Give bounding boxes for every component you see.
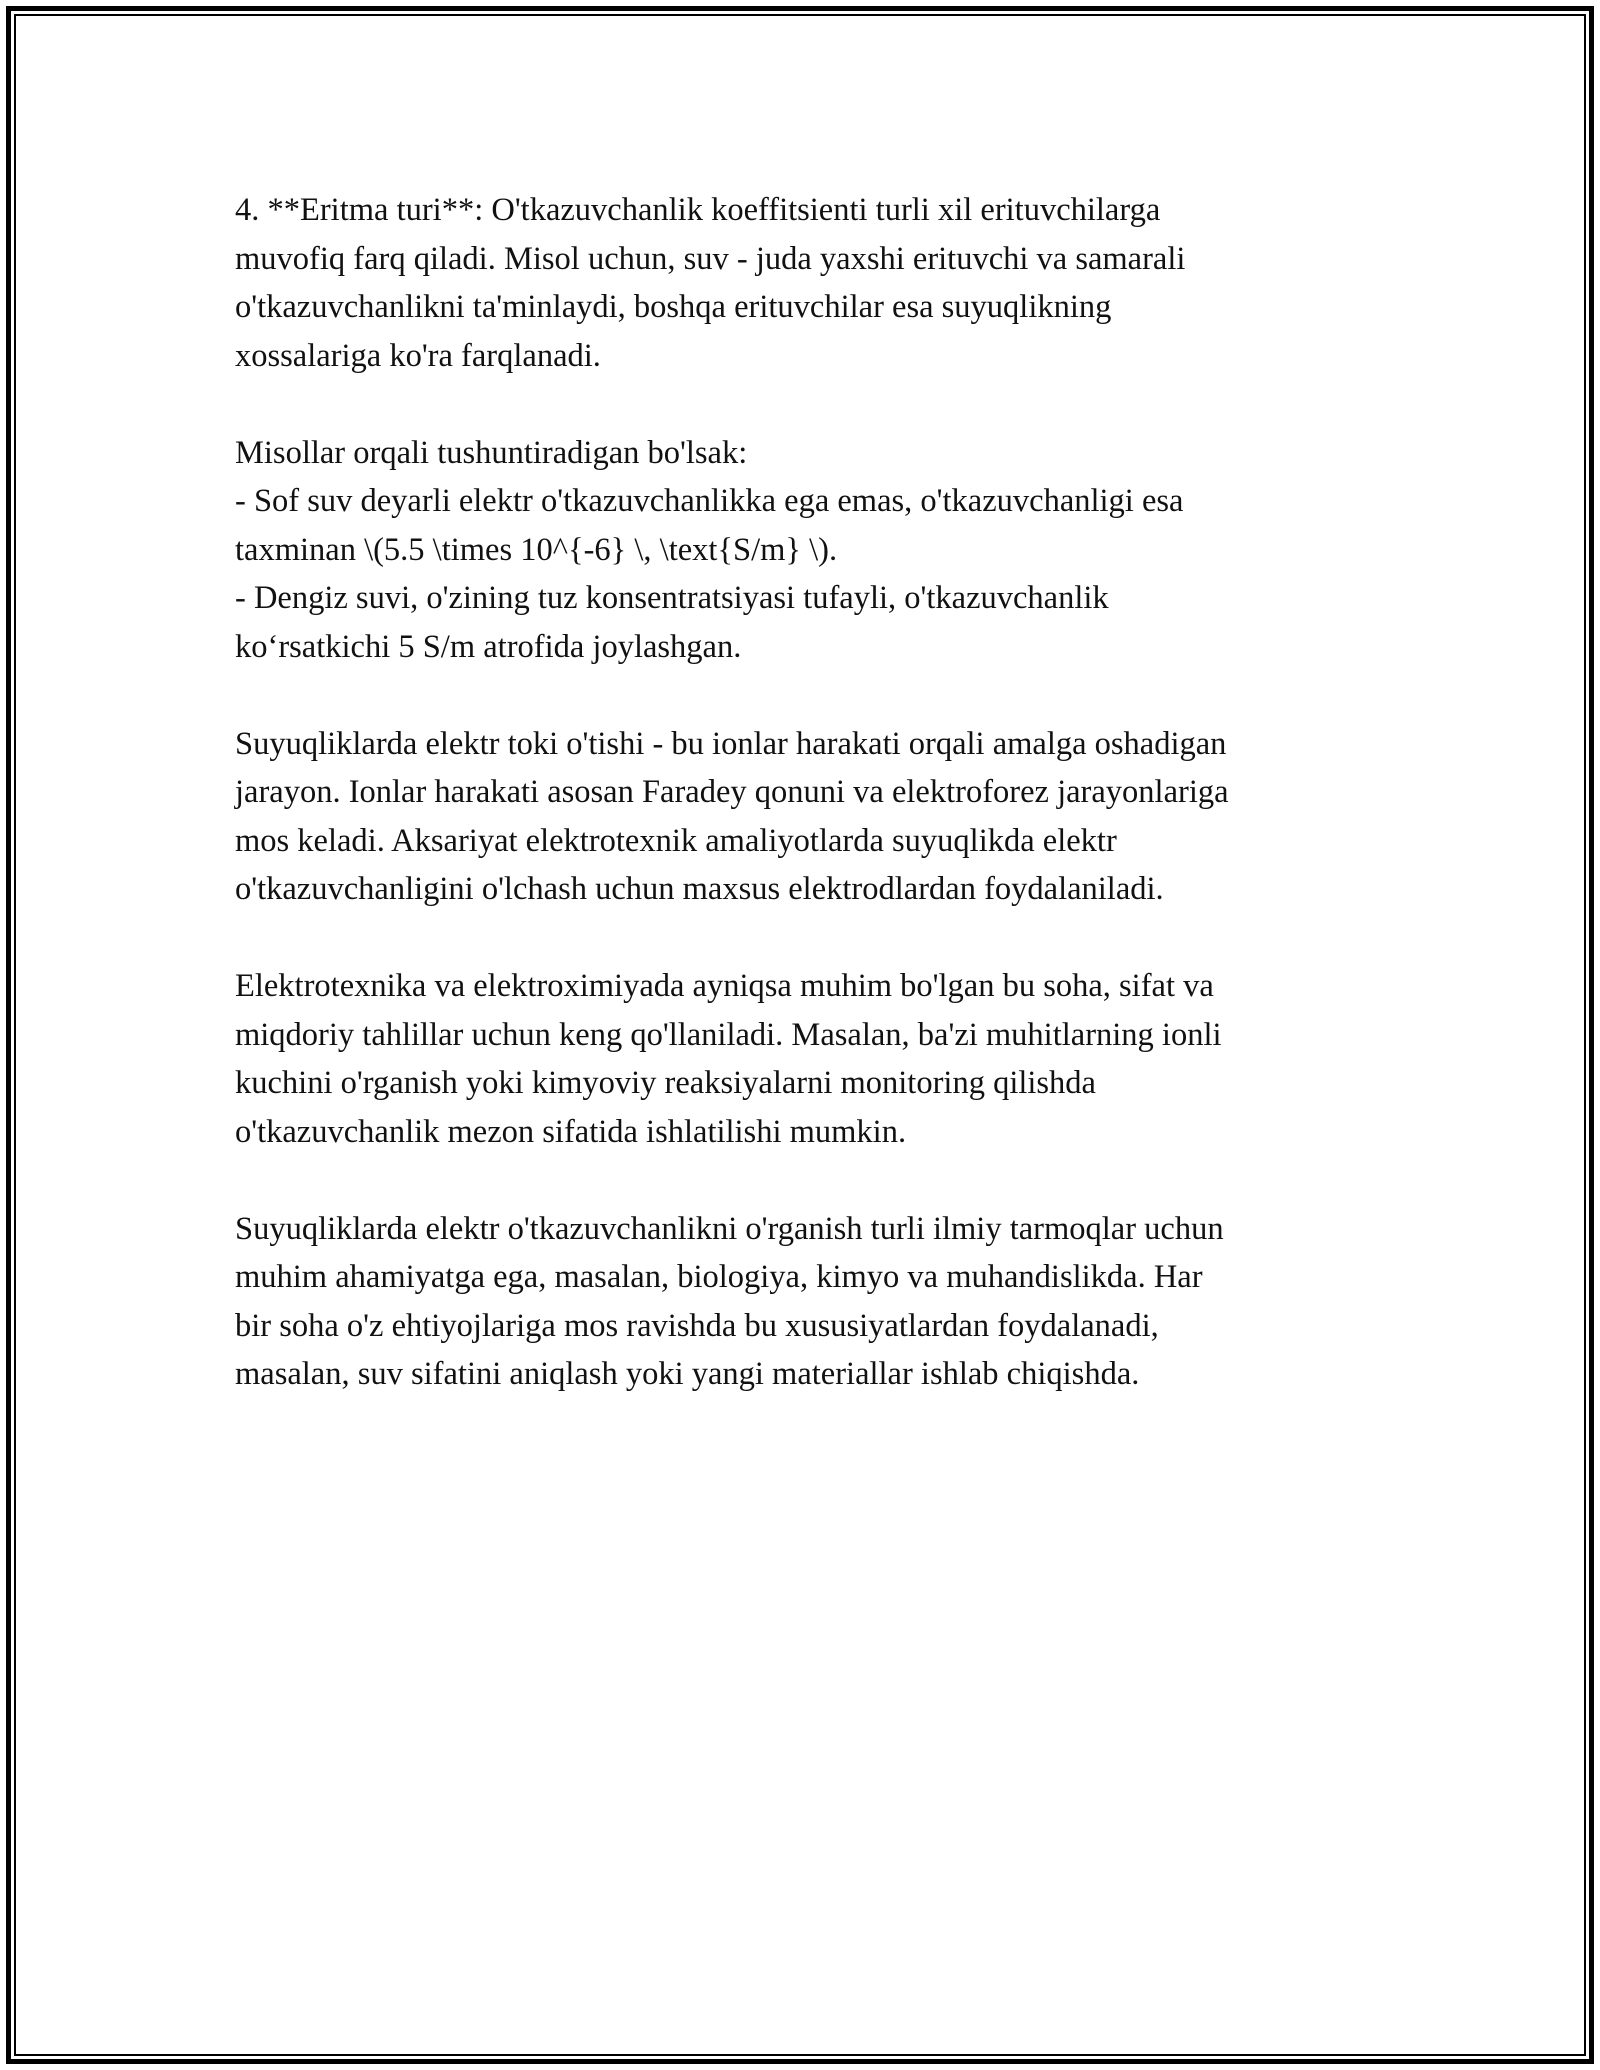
text-line: masalan, suv sifatini aniqlash yoki yangi materiallar ishlab chiqishda.	[235, 1356, 1140, 1392]
text-line: Suyuqliklarda elektr o'tkazuvchanlikni o'rganish turli ilmiy tarmoqlar uchun	[235, 1210, 1224, 1247]
text-line: xossalariga ko'ra farqlanadi.	[235, 337, 601, 374]
text-line: muhim ahamiyatga ega, masalan, biologiya, kimyo va muhandislikda. Har	[235, 1259, 1203, 1295]
text-line: - Sof suv deyarli elektr o'tkazuvchanlikka ega emas, o'tkazuvchanligi esa	[235, 483, 1184, 519]
text-line: muvofiq farq qiladi. Misol uchun, suv - juda yaxshi erituvchi va samarali	[235, 240, 1186, 277]
text-line: o'tkazuvchanligini o'lchash uchun maxsus elektrodlardan foydalaniladi.	[235, 871, 1164, 907]
text-line: kuchini o'rganish yoki kimyoviy reaksiyalarni monitoring qilishda	[235, 1065, 1096, 1101]
paragraph-ion-movement	[235, 720, 1385, 914]
text-line: jarayon. Ionlar harakati asosan Faradey qonuni va elektroforez jarayonlariga	[235, 774, 1229, 810]
text-line: o'tkazuvchanlik mezon sifatida ishlatilishi mumkin.	[235, 1113, 907, 1150]
text-line: Elektrotexnika va elektroximiyada ayniqsa muhim bo'lgan bu soha, sifat va	[235, 968, 1214, 1004]
paragraph-applications	[235, 1205, 1385, 1399]
paragraph-examples	[235, 429, 1385, 672]
paragraph-electrochemistry	[235, 962, 1385, 1156]
text-line: Suyuqliklarda elektr toki o'tishi - bu ionlar harakati orqali amalga oshadigan	[235, 725, 1227, 762]
text-line: - Dengiz suvi, o'zining tuz konsentratsiyasi tufayli, o'tkazuvchanlik	[235, 580, 1109, 616]
text-line: o'tkazuvchanlikni ta'minlaydi, boshqa erituvchilar esa suyuqlikning	[235, 289, 1112, 325]
text-line: mos keladi. Aksariyat elektrotexnik amaliyotlarda suyuqlikda elektr	[235, 822, 1117, 859]
text-line: miqdoriy tahlillar uchun keng qo'llaniladi. Masalan, ba'zi muhitlarning ionli	[235, 1016, 1222, 1053]
paragraph-solvent-type	[235, 186, 1385, 380]
text-line: Misollar orqali tushuntiradigan bo'lsak:	[235, 434, 748, 471]
text-line: bir soha o'z ehtiyojlariga mos ravishda bu xususiyatlardan foydalanadi,	[235, 1307, 1159, 1344]
document-body	[235, 186, 1385, 1447]
text-line: ko‘rsatkichi 5 S/m atrofida joylashgan.	[235, 628, 742, 665]
text-line: taxminan \(5.5 \times 10^{-6} \, \text{S/m} \).	[235, 531, 838, 568]
text-line: 4. **Eritma turi**: O'tkazuvchanlik koeffitsienti turli xil erituvchilarga	[235, 192, 1161, 228]
